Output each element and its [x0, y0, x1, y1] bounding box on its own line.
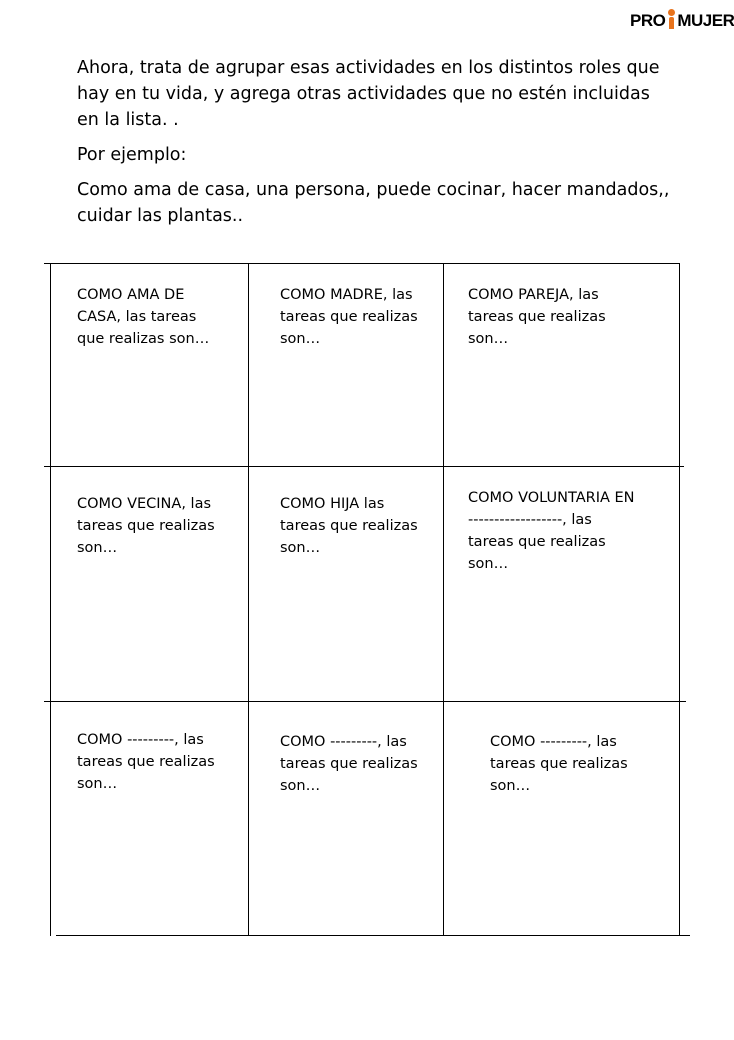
cell-vecina: COMO VECINA, las tareas que realizas son… — [77, 496, 215, 556]
promujer-logo — [630, 8, 734, 34]
cell-madre: COMO MADRE, las tareas que realizas son… — [280, 287, 418, 347]
instructions — [77, 55, 677, 238]
grid-line-top — [44, 263, 680, 264]
cell-pareja: COMO PAREJA, las tareas que realizas son… — [468, 287, 606, 347]
logo-text-mujer: MUJER — [677, 11, 734, 30]
cell-ama-de-casa: COMO AMA DE CASA, las tareas que realizas son… — [77, 287, 210, 347]
grid-line-col3 — [679, 263, 680, 936]
cell-hija: COMO HIJA las tareas que realizas son… — [280, 496, 418, 556]
grid-line-row2 — [44, 701, 686, 702]
grid-line-col0 — [50, 263, 51, 936]
woman-figure-icon — [666, 9, 676, 29]
cell-voluntaria: COMO VOLUNTARIA EN ------------------, las tareas que realizas son… — [468, 490, 635, 572]
instruction-paragraph: Ahora, trata de agrupar esas actividades en los distintos roles que hay en tu vida, y agrega otras actividades que no estén incluidas en la lista. . — [77, 58, 660, 130]
cell-otro-3: COMO ---------, las tareas que realizas son… — [490, 734, 628, 794]
grid-line-bottom — [56, 935, 690, 936]
example-paragraph: Como ama de casa, una persona, puede cocinar, hacer mandados,, cuidar las plantas.. — [77, 180, 670, 226]
cell-otro-2: COMO ---------, las tareas que realizas son… — [280, 734, 418, 794]
grid-line-col1 — [248, 263, 249, 936]
example-heading: Por ejemplo: — [77, 145, 187, 165]
cell-otro-1: COMO ---------, las tareas que realizas son… — [77, 732, 215, 792]
grid-line-row1 — [44, 466, 684, 467]
grid-line-col2 — [443, 263, 444, 936]
logo-text-pro: PRO — [630, 11, 666, 30]
